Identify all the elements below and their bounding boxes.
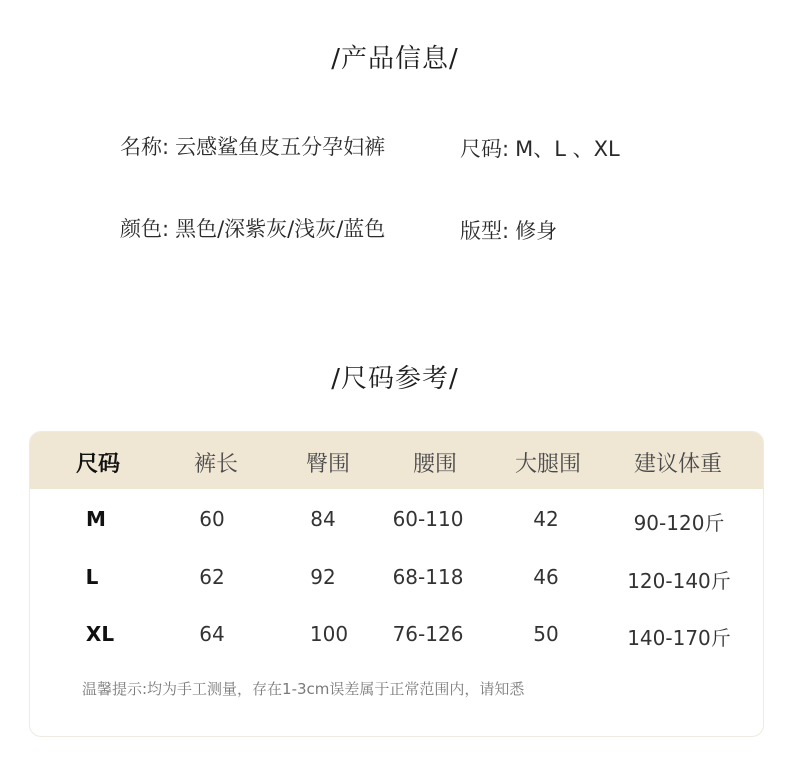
cell-thigh: 42 bbox=[533, 507, 559, 531]
table-row bbox=[30, 507, 764, 547]
cell-length: 60 bbox=[199, 507, 225, 531]
cell-size: XL bbox=[85, 622, 115, 646]
size-table bbox=[29, 431, 764, 737]
cell-weight: 120-140斤 bbox=[627, 569, 731, 593]
product-fit-label: 版型: bbox=[460, 219, 510, 243]
product-name-info bbox=[120, 131, 385, 161]
size-reference-title: /尺码参考/ bbox=[331, 364, 459, 394]
table-row bbox=[30, 622, 764, 662]
header-length: 裤长 bbox=[193, 452, 238, 477]
header-hip: 臀围 bbox=[305, 452, 350, 477]
product-name-value: 云感鲨鱼皮五分孕妇裤 bbox=[175, 135, 386, 159]
cell-size: L bbox=[85, 565, 99, 589]
header-thigh: 大腿围 bbox=[514, 452, 581, 477]
cell-weight: 140-170斤 bbox=[627, 626, 731, 650]
product-color-label: 颜色: bbox=[120, 217, 170, 241]
cell-hip: 84 bbox=[310, 507, 336, 531]
cell-length: 62 bbox=[199, 565, 225, 589]
product-size-label: 尺码: bbox=[460, 137, 510, 161]
header-size: 尺码 bbox=[75, 452, 120, 477]
product-color-info bbox=[120, 213, 385, 243]
header-waist: 腰围 bbox=[412, 452, 457, 477]
product-size-info bbox=[460, 133, 620, 163]
cell-waist: 76-126 bbox=[392, 622, 464, 646]
product-size-value: M、L 、XL bbox=[515, 137, 620, 161]
table-row bbox=[30, 565, 764, 605]
cell-length: 64 bbox=[199, 622, 225, 646]
product-info-title: /产品信息/ bbox=[331, 44, 459, 74]
cell-hip: 92 bbox=[310, 565, 336, 589]
cell-hip: 100 bbox=[309, 622, 349, 646]
product-color-value: 黑色/深紫灰/浅灰/蓝色 bbox=[175, 217, 386, 241]
header-weight: 建议体重 bbox=[633, 452, 722, 477]
cell-size: M bbox=[86, 507, 106, 531]
cell-thigh: 50 bbox=[533, 622, 559, 646]
product-fit-info bbox=[460, 215, 557, 245]
size-table-header bbox=[30, 432, 764, 489]
cell-thigh: 46 bbox=[533, 565, 559, 589]
product-name-label: 名称: bbox=[120, 135, 170, 159]
cell-waist: 68-118 bbox=[392, 565, 464, 589]
cell-weight: 90-120斤 bbox=[633, 511, 725, 535]
cell-waist: 60-110 bbox=[392, 507, 464, 531]
product-fit-value: 修身 bbox=[515, 219, 558, 243]
measurement-note: 温馨提示:均为手工测量，存在1-3cm误差属于正常范围内，请知悉 bbox=[82, 680, 525, 698]
